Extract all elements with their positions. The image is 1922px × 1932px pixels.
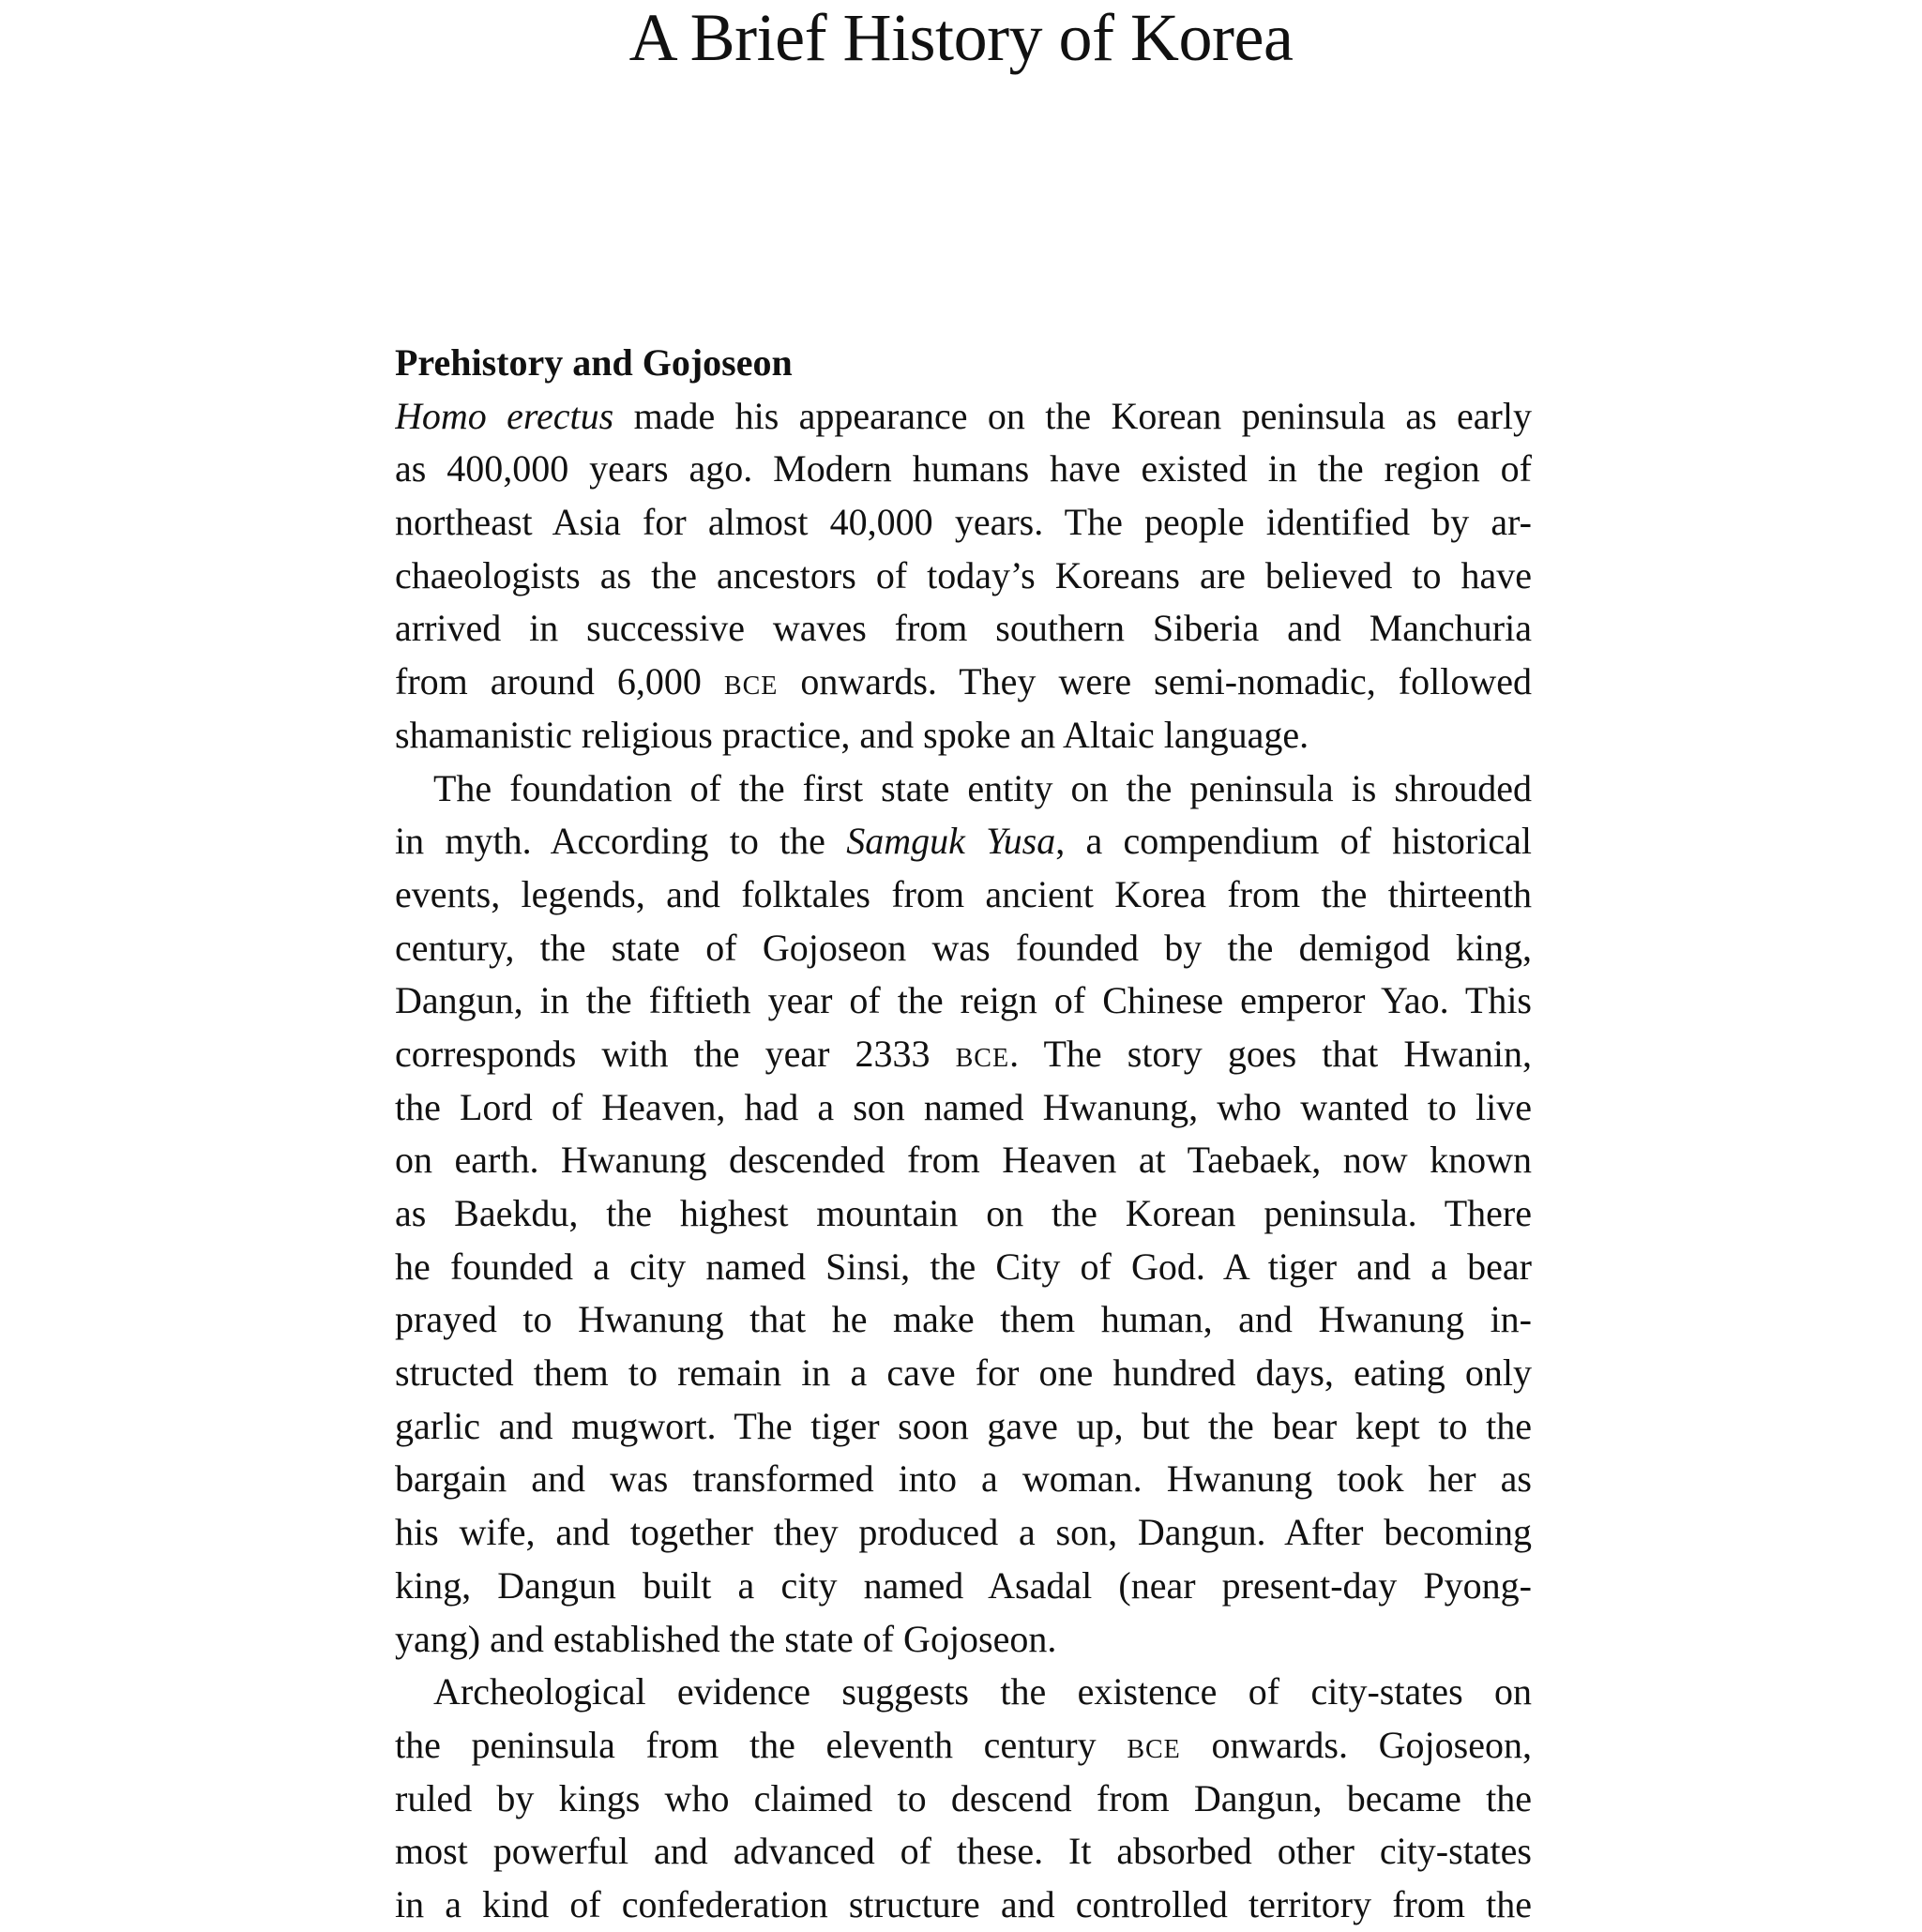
- text-line: [395, 656, 1532, 709]
- text-line: king, Dangun built a city named Asadal (near present-day Pyong-: [395, 1563, 1532, 1607]
- text-line: prayed to Hwanung that he make them human, and Hwanung in-: [395, 1298, 1532, 1341]
- text-line: [395, 390, 1532, 444]
- italic-term: Homo erectus: [395, 394, 614, 437]
- text-span: , a compendium of historical: [1055, 820, 1532, 863]
- text-span: the peninsula from the eleventh century: [395, 1723, 1127, 1766]
- text-line: chaeologists as the ancestors of today’s Koreans are believed to have: [395, 553, 1532, 596]
- small-caps-era: bce: [723, 660, 779, 703]
- text-line: northeast Asia for almost 40,000 years. The people identified by ar-: [395, 501, 1532, 544]
- text-line: century, the state of Gojoseon was founded by the demigod king,: [395, 926, 1532, 969]
- text-line: as Baekdu, the highest mountain on the Korean peninsula. There: [395, 1192, 1532, 1234]
- page-title: A Brief History of Korea: [628, 0, 1294, 75]
- text-line: [395, 815, 1532, 868]
- text-span: onwards. They were semi-nomadic, followed: [778, 660, 1532, 703]
- text-line: events, legends, and folktales from ancient Korea from the thirteenth: [395, 872, 1532, 915]
- text-line: garlic and mugwort. The tiger soon gave up, but the bear kept to the: [395, 1404, 1532, 1447]
- text-line: as 400,000 years ago. Modern humans have existed in the region of: [395, 447, 1532, 491]
- text-line: shamanistic religious practice, and spoke an Altaic language.: [395, 713, 1309, 756]
- text-line: on earth. Hwanung descended from Heaven at Taebaek, now known: [395, 1139, 1532, 1182]
- text-span: onwards. Gojoseon,: [1180, 1723, 1532, 1766]
- text-line: [395, 1028, 1532, 1081]
- text-line: the Lord of Heaven, had a son named Hwanung, who wanted to live: [395, 1085, 1532, 1128]
- text-span: made his appearance on the Korean peninsula as early: [613, 394, 1532, 437]
- text-line: ruled by kings who claimed to descend from Dangun, became the: [395, 1776, 1532, 1819]
- text-line: arrived in successive waves from southern Siberia and Manchuria: [395, 607, 1532, 650]
- text-line: The foundation of the first state entity on the peninsula is shrouded: [433, 766, 1532, 809]
- text-span: from around 6,000: [395, 660, 724, 703]
- text-line: he founded a city named Sinsi, the City of God. A tiger and a bear: [395, 1245, 1532, 1288]
- text-line: his wife, and together they produced a son, Dangun. After becoming: [395, 1511, 1532, 1554]
- text-line: [395, 1719, 1532, 1773]
- body-text: [395, 337, 1532, 1932]
- text-line: most powerful and advanced of these. It absorbed other city-states: [395, 1830, 1532, 1873]
- text-line: Dangun, in the fiftieth year of the reign of Chinese emperor Yao. This: [395, 979, 1532, 1022]
- small-caps-era: bce: [1127, 1723, 1181, 1766]
- text-line: bargain and was transformed into a woman. Hwanung took her as: [395, 1457, 1532, 1501]
- text-line: in a kind of confederation structure and controlled territory from the: [395, 1882, 1532, 1925]
- text-line: structed them to remain in a cave for one hundred days, eating only: [395, 1351, 1532, 1395]
- small-caps-era: bce: [955, 1032, 1010, 1075]
- text-span: in myth. According to the: [395, 820, 847, 863]
- text-line: yang) and established the state of Gojoseon.: [395, 1617, 1057, 1660]
- text-span: . The story goes that Hwanin,: [1009, 1032, 1532, 1075]
- section-heading: Prehistory and Gojoseon: [395, 341, 793, 384]
- text-span: corresponds with the year 2333: [395, 1032, 956, 1075]
- text-line: Archeological evidence suggests the existence of city-states on: [433, 1670, 1532, 1713]
- italic-title: Samguk Yusa: [846, 820, 1056, 863]
